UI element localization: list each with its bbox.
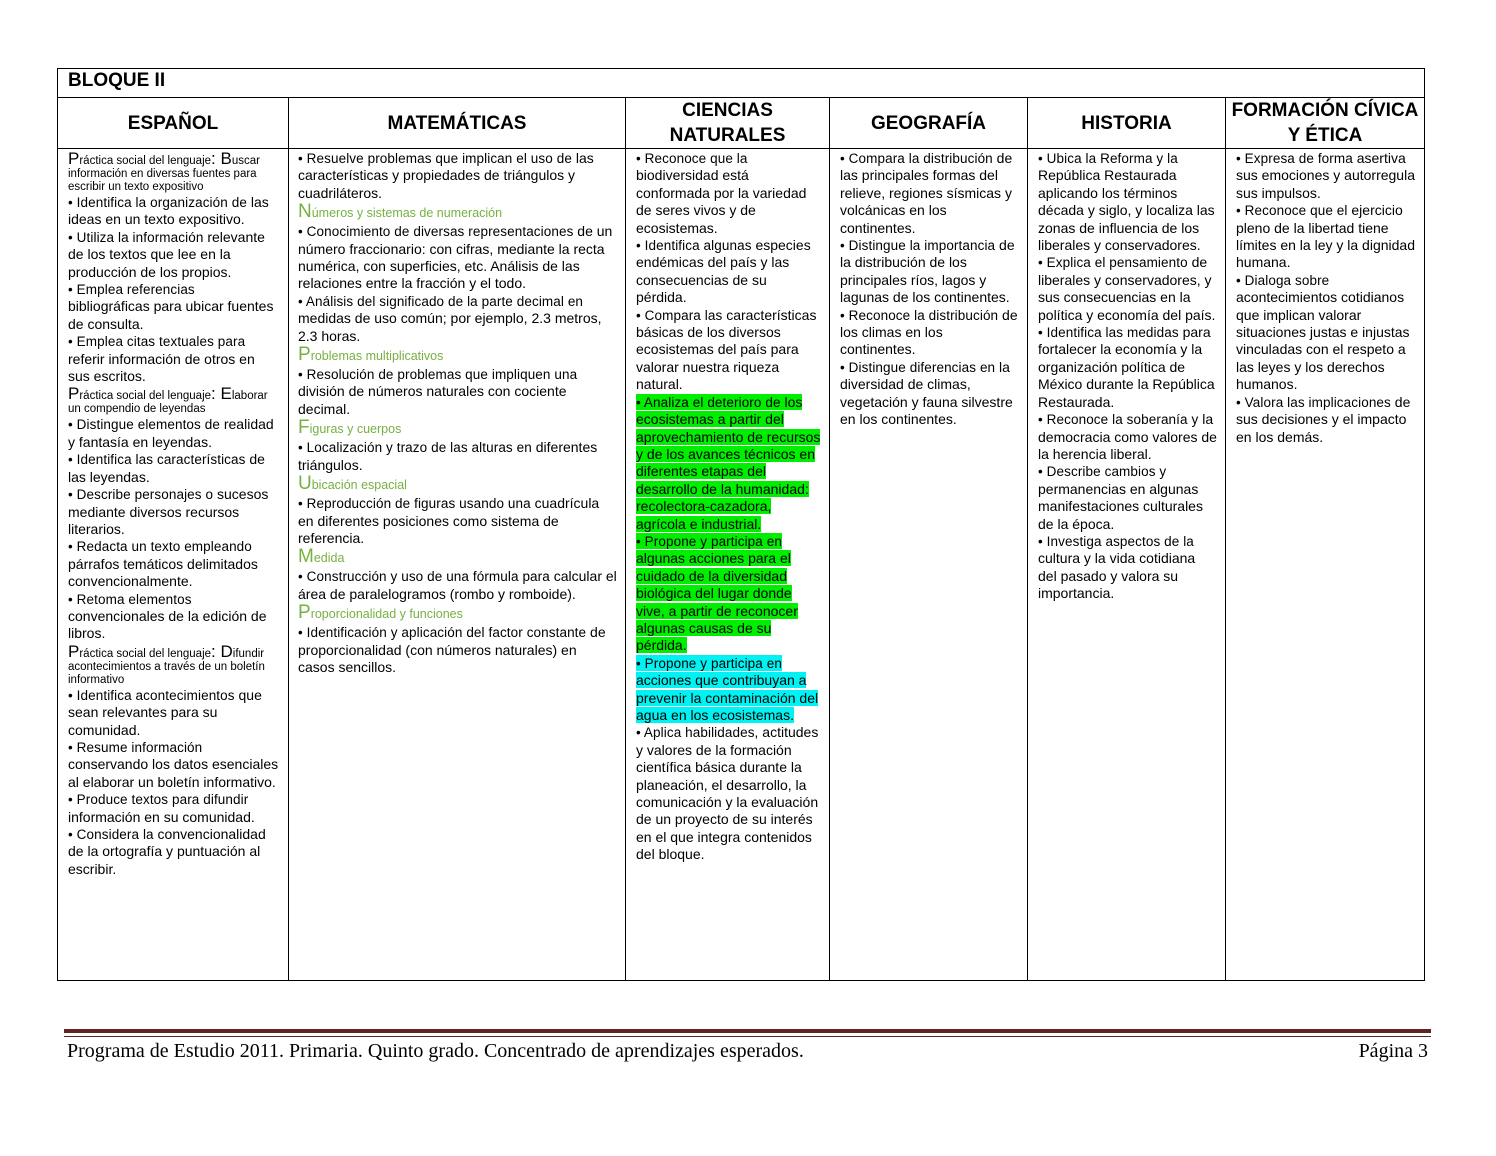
item-lead: • Resume información	[68, 739, 203, 755]
item-lead: • Distingue diferencias en	[840, 359, 996, 375]
practice-separator: :	[211, 384, 221, 404]
item-text	[840, 359, 1013, 427]
list-item	[1038, 463, 1217, 533]
axis-initial: M	[298, 546, 314, 568]
item-body: diferentes triángulos.	[298, 439, 598, 473]
item-body: biodiversidad está conformada por la variedad de seres vivos y de ecosistemas.	[636, 167, 807, 236]
item-body: asertiva sus emociones y autorregula sus impulsos.	[1236, 150, 1415, 201]
axis-label: roblemas multiplicativos	[310, 349, 444, 364]
list-item	[68, 591, 280, 643]
practice-label: ráctica social del lenguaje	[79, 390, 212, 403]
page-number: Página 3	[1358, 1040, 1428, 1062]
item-lead: • Analiza el deterioro de	[636, 394, 781, 410]
item-lead: • Describe personajes o	[68, 487, 214, 503]
item-text	[298, 150, 594, 201]
list-item	[1038, 324, 1217, 411]
item-body: convencionalidad de la ortografía y puntuación al escribir.	[68, 826, 266, 877]
list-item	[68, 281, 280, 333]
item-body: referir información de otros en sus escritos.	[68, 350, 255, 385]
item-text	[1038, 150, 1215, 253]
list-item	[1038, 411, 1217, 463]
item-body: las características y propiedades de triángulos y cuadriláteros.	[298, 150, 594, 201]
item-body: párrafos temáticos delimitados convencionalmente.	[68, 555, 258, 590]
practice-initial: P	[68, 149, 80, 168]
item-text	[636, 533, 798, 653]
item-body: características básicas de los diversos ecosistemas del país para valorar nuestra riqueza natural.	[636, 306, 817, 393]
matematicas-cell	[289, 149, 626, 981]
item-lead: • Resolución de problemas que impliquen una	[298, 367, 578, 383]
list-item	[298, 366, 617, 418]
practice-heading	[68, 385, 280, 416]
practice-topic: ifundir acontecimientos a través de un boletín informativo	[68, 647, 265, 686]
list-item	[298, 624, 617, 676]
item-lead: • Reconoce que la	[636, 151, 748, 166]
list-item	[840, 359, 1019, 429]
list-item	[840, 150, 1019, 237]
item-text	[1038, 463, 1203, 531]
footer-title: Programa de Estudio 2011. Primaria. Quinto grado. Concentrado de aprendizajes esperados.	[67, 1040, 804, 1062]
item-body: las ideas en un texto expositivo.	[68, 194, 269, 228]
item-lead: • Propone y participa en	[636, 655, 782, 671]
item-body: República Restaurada aplicando los términos década y siglo, y localiza las zonas de influencia de los liberales y conservadores.	[1038, 167, 1215, 254]
block-title: BLOQUE II	[58, 69, 1425, 98]
item-body: bibliográficas para ubicar fuentes de consulta.	[68, 298, 274, 332]
item-lead: • Identifica la organización de	[68, 195, 247, 210]
item-text	[68, 194, 269, 227]
item-body: cultura y la vida cotidiana del pasado y valora su importancia.	[1038, 550, 1196, 602]
axis-label: iguras y cuerpos	[309, 422, 402, 437]
item-body: convencionales de la edición de libros.	[68, 607, 267, 642]
list-item	[1236, 394, 1416, 446]
item-text	[68, 486, 268, 537]
item-body: de las leyendas.	[68, 451, 265, 485]
historia-cell	[1028, 149, 1226, 981]
item-lead: • Conocimiento de diversas representaciones	[298, 224, 574, 240]
item-body: medidas de uso común; por ejemplo, 2.3 metros, 2.3 horas.	[298, 310, 602, 344]
item-text	[840, 237, 1015, 305]
list-item	[840, 237, 1019, 307]
practice-label: ráctica social del lenguaje	[79, 155, 212, 167]
practice-topic: laborar un compendio de leyendas	[68, 390, 268, 416]
item-text	[68, 451, 265, 484]
item-text	[298, 293, 602, 344]
item-text	[68, 333, 255, 384]
item-text	[68, 739, 278, 790]
item-text	[298, 366, 577, 417]
item-text	[298, 223, 612, 291]
item-body: la diversidad de climas, vegetación y fauna silvestre en los continentes.	[840, 358, 1013, 428]
item-body: los ecosistemas a partir del aprovechamiento de recursos y de los avances técnicos en diferentes etapas del desarrollo de la humanidad: recolectora-cazadora, agrícola e industrial.	[636, 393, 821, 532]
item-lead: • Redacta un texto empleando	[68, 539, 252, 555]
list-item	[298, 439, 617, 474]
practice-heading	[68, 150, 280, 194]
item-text	[1236, 150, 1415, 201]
item-lead: • Emplea referencias	[68, 282, 195, 298]
item-lead: • Investiga aspectos de la	[1038, 533, 1194, 549]
item-lead: • Reproducción de figuras usando una	[298, 496, 531, 512]
item-text	[1236, 202, 1415, 270]
item-lead: • Dialoga sobre	[1236, 272, 1330, 288]
item-text	[636, 150, 806, 236]
item-lead: • Reconoce la distribución	[840, 307, 999, 323]
item-text	[298, 624, 606, 675]
practice-topic: uscar información en diversas fuentes para escribir un texto expositivo	[68, 155, 260, 193]
item-lead: • Resuelve problemas que implican el uso de	[298, 151, 572, 166]
practice-initial: P	[68, 641, 80, 661]
learning-outcomes-table	[57, 68, 1425, 981]
item-text	[636, 307, 816, 393]
civica-cell	[1226, 149, 1425, 981]
item-body: la democracia como valores de la herencia liberal.	[1038, 411, 1217, 462]
item-text	[298, 568, 617, 601]
list-item	[636, 533, 821, 655]
item-text	[68, 416, 274, 449]
item-text	[636, 394, 820, 532]
item-lead: • Distingue elementos de	[68, 417, 220, 433]
item-lead: • Considera la	[68, 827, 154, 842]
axis-label: bicación espacial	[311, 478, 407, 493]
item-body: sucesos mediante diversos recursos literarios.	[68, 486, 269, 537]
list-item	[68, 687, 280, 739]
item-lead: • Reconoce la soberanía y	[1038, 412, 1199, 428]
item-lead: • Compara la distribución	[840, 151, 993, 166]
item-lead: • Distingue la importancia	[840, 238, 996, 254]
item-lead: • Aplica habilidades,	[636, 725, 759, 741]
list-item	[68, 791, 280, 826]
item-body: actitudes y valores de la formación científica básica durante la planeación, el desarrollo, la comunicación y la evaluación de un proyecto de su interés en el que integra contenidos del bloque.	[636, 724, 819, 863]
practice-separator: :	[211, 641, 221, 661]
list-item	[840, 307, 1019, 359]
axis-initial: F	[298, 417, 310, 439]
list-item	[68, 826, 280, 878]
practice-initial: P	[68, 384, 80, 404]
item-lead: • Utiliza la información	[68, 229, 204, 245]
espanol-cell	[58, 149, 289, 981]
axis-initial: U	[298, 473, 312, 495]
item-text	[1236, 394, 1410, 445]
list-item	[1038, 150, 1217, 254]
list-item	[68, 229, 280, 281]
item-text	[68, 538, 258, 589]
item-text	[840, 307, 1018, 358]
geografia-cell	[830, 149, 1028, 981]
practice-heading	[68, 643, 280, 687]
item-text	[636, 724, 818, 862]
item-body: de las principales formas del relieve, regiones sísmicas y volcánicas en los continentes.	[840, 150, 1013, 236]
header-formacion-civica: FORMACIÓN CÍVICA Y ÉTICA	[1226, 98, 1425, 149]
list-item	[1236, 150, 1416, 202]
item-lead: • Identifica acontecimientos	[68, 687, 235, 703]
item-lead: • Expresa de forma	[1236, 151, 1353, 166]
item-body: calcular el área de paralelogramos (rombo y romboide).	[298, 568, 617, 602]
item-body: de los climas en los continentes.	[840, 306, 1018, 358]
item-text	[636, 655, 818, 723]
list-item	[68, 416, 280, 451]
item-text	[636, 237, 811, 305]
list-item	[68, 538, 280, 590]
list-item	[298, 293, 617, 345]
item-text	[1038, 324, 1215, 410]
item-lead: • Ubica la Reforma y la	[1038, 151, 1178, 166]
item-lead: • Describe cambios y	[1038, 464, 1167, 480]
item-lead: • Identificación y aplicación del factor constante	[298, 625, 587, 641]
ciencias-cell	[626, 149, 830, 981]
item-lead: • Explica el pensamiento	[1038, 255, 1188, 271]
item-lead: • Propone y participa en	[636, 533, 782, 549]
list-item	[636, 150, 821, 237]
list-item	[636, 655, 821, 725]
header-espanol: ESPAÑOL	[58, 98, 289, 149]
list-item	[68, 194, 280, 229]
practice-cap: E	[220, 384, 232, 404]
item-body: ejercicio pleno de la libertad tiene límites en la ley y la dignidad humana.	[1236, 202, 1415, 271]
item-text	[298, 495, 599, 546]
axis-heading	[298, 603, 617, 624]
header-historia: HISTORIA	[1028, 98, 1226, 149]
item-body: para fortalecer la economía y la organización política de México durante la República Restaurada.	[1038, 324, 1215, 410]
item-lead: • Identifica algunas	[636, 238, 752, 254]
list-item	[1236, 202, 1416, 272]
axis-label: úmeros y sistemas de numeración	[311, 206, 503, 221]
list-item	[68, 486, 280, 538]
item-lead: • Valora las implicaciones	[1236, 394, 1391, 410]
item-text	[68, 687, 262, 738]
item-text	[68, 229, 265, 280]
item-body: especies endémicas del país y las consecuencias de su pérdida.	[636, 237, 811, 306]
item-body: relevante de los textos que lee en la producción de los propios.	[68, 228, 265, 280]
footer-rule-thin	[64, 1036, 1431, 1037]
item-body: acontecimientos cotidianos que implican valorar situaciones justas e injustas vinculadas con el respeto a las leyes y los derechos humanos.	[1236, 289, 1410, 393]
item-lead: • Retoma elementos	[68, 591, 192, 607]
list-item	[68, 739, 280, 791]
axis-initial: N	[298, 201, 312, 223]
item-body: que sean relevantes para su comunidad.	[68, 686, 262, 738]
axis-heading	[298, 345, 617, 366]
list-item	[298, 495, 617, 547]
item-body: de proporcionalidad (con números naturales) en casos sencillos.	[298, 624, 606, 675]
header-matematicas: MATEMÁTICAS	[289, 98, 626, 149]
item-lead: • Emplea citas textuales para	[68, 334, 246, 350]
item-body: conservando los datos esenciales al elaborar un boletín informativo.	[68, 756, 279, 790]
axis-label: edida	[313, 551, 345, 566]
item-lead: • Localización y trazo de las alturas en	[298, 440, 532, 456]
footer-rule-thick	[64, 1029, 1431, 1033]
list-item	[68, 451, 280, 486]
list-item	[68, 333, 280, 385]
axis-label: roporcionalidad y funciones	[310, 607, 463, 622]
header-geografia: GEOGRAFÍA	[830, 98, 1028, 149]
list-item	[1236, 272, 1416, 394]
practice-cap: B	[220, 149, 232, 168]
item-body: cuadrícula en diferentes posiciones como sistema de referencia.	[298, 495, 600, 546]
item-text	[68, 791, 255, 824]
item-lead: • Reconoce que el	[1236, 203, 1348, 219]
list-item	[298, 223, 617, 293]
axis-heading	[298, 418, 617, 439]
list-item	[636, 394, 821, 533]
item-body: de liberales y conservadores, y sus consecuencias en la política y economía del país.	[1038, 254, 1216, 323]
item-body: de un número fraccionario: con cifras, mediante la recta numérica, con superficies, etc. Análisis de las relaciones entre la fracción y el todo.	[298, 223, 613, 292]
item-body: algunas acciones para el cuidado de la diversidad biológica del lugar donde vive, a partir de reconocer algunas causas de su pérdida.	[636, 550, 798, 654]
item-body: permanencias en algunas manifestaciones culturales de la época.	[1038, 480, 1203, 532]
item-text	[1236, 272, 1410, 392]
item-text	[1038, 411, 1217, 462]
header-ciencias-naturales: CIENCIAS NATURALES	[626, 98, 830, 149]
item-text	[840, 150, 1012, 236]
axis-initial: P	[298, 602, 311, 624]
item-lead: • Identifica las características	[68, 452, 246, 468]
list-item	[636, 307, 821, 394]
axis-heading	[298, 202, 617, 223]
item-body: división de números naturales con cociente decimal.	[298, 383, 567, 417]
item-body: de la distribución de los principales ríos, lagos y lagunas de los continentes.	[840, 237, 1015, 306]
item-lead: • Produce textos para difundir	[68, 792, 249, 808]
item-lead: • Identifica las medidas	[1038, 325, 1179, 341]
item-lead: • Análisis del significado de la parte decimal en	[298, 293, 584, 309]
item-text	[1038, 254, 1215, 322]
item-text	[1038, 533, 1195, 601]
list-item	[636, 724, 821, 863]
list-item	[1038, 533, 1217, 603]
item-text	[68, 591, 266, 642]
axis-heading	[298, 474, 617, 495]
practice-separator: :	[211, 149, 221, 168]
item-body: de sus decisiones y el impacto en los demás.	[1236, 393, 1411, 445]
item-text	[298, 439, 597, 472]
item-body: acciones que contribuyan a prevenir la contaminación del agua en los ecosistemas.	[636, 672, 819, 723]
item-lead: • Construcción y uso de una fórmula para	[298, 569, 550, 585]
list-item	[298, 568, 617, 603]
item-body: información en su comunidad.	[68, 808, 255, 825]
list-item	[298, 150, 617, 202]
item-text	[68, 281, 273, 332]
axis-initial: P	[298, 344, 311, 366]
item-text	[68, 826, 266, 877]
list-item	[1038, 254, 1217, 324]
practice-cap: D	[220, 641, 233, 661]
practice-label: ráctica social del lenguaje	[79, 647, 212, 660]
axis-heading	[298, 547, 617, 568]
list-item	[636, 237, 821, 307]
item-body: realidad y fantasía en leyendas.	[68, 416, 274, 450]
item-lead: • Compara las	[636, 307, 723, 323]
